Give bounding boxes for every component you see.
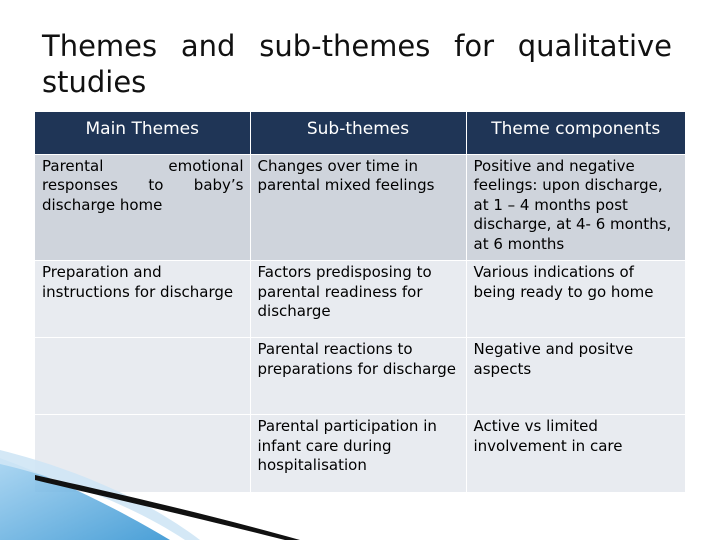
header-main-themes: Main Themes xyxy=(35,112,250,154)
decorative-swoosh xyxy=(0,440,720,540)
components-cell: Active vs limited involvement in care xyxy=(466,415,685,492)
components-cell: Positive and negative feelings: upon discharge, at 1 – 4 months post discharge, at 4- 6 months, at 6 months xyxy=(466,154,685,261)
table-header-row xyxy=(35,112,685,154)
slide-title: Themes and sub-themes for qualitative studies xyxy=(42,29,672,99)
themes-table xyxy=(35,112,685,492)
components-cell: Negative and positve aspects xyxy=(466,338,685,415)
main-theme-cell xyxy=(35,338,250,415)
table-row xyxy=(35,261,685,338)
header-theme-components: Theme components xyxy=(466,112,685,154)
sub-theme-cell: Parental reactions to preparations for discharge xyxy=(250,338,466,415)
sub-theme-cell: Changes over time in parental mixed feelings xyxy=(250,154,466,261)
table-row xyxy=(35,154,685,261)
header-sub-themes: Sub-themes xyxy=(250,112,466,154)
components-cell: Various indications of being ready to go home xyxy=(466,261,685,338)
sub-theme-cell: Factors predisposing to parental readiness for discharge xyxy=(250,261,466,338)
table-row xyxy=(35,338,685,415)
sub-theme-cell: Parental participation in infant care during hospitalisation xyxy=(250,415,466,492)
main-theme-cell: Parental emotional responses to baby’s discharge home xyxy=(35,154,250,261)
main-theme-cell: Preparation and instructions for discharge xyxy=(35,261,250,338)
